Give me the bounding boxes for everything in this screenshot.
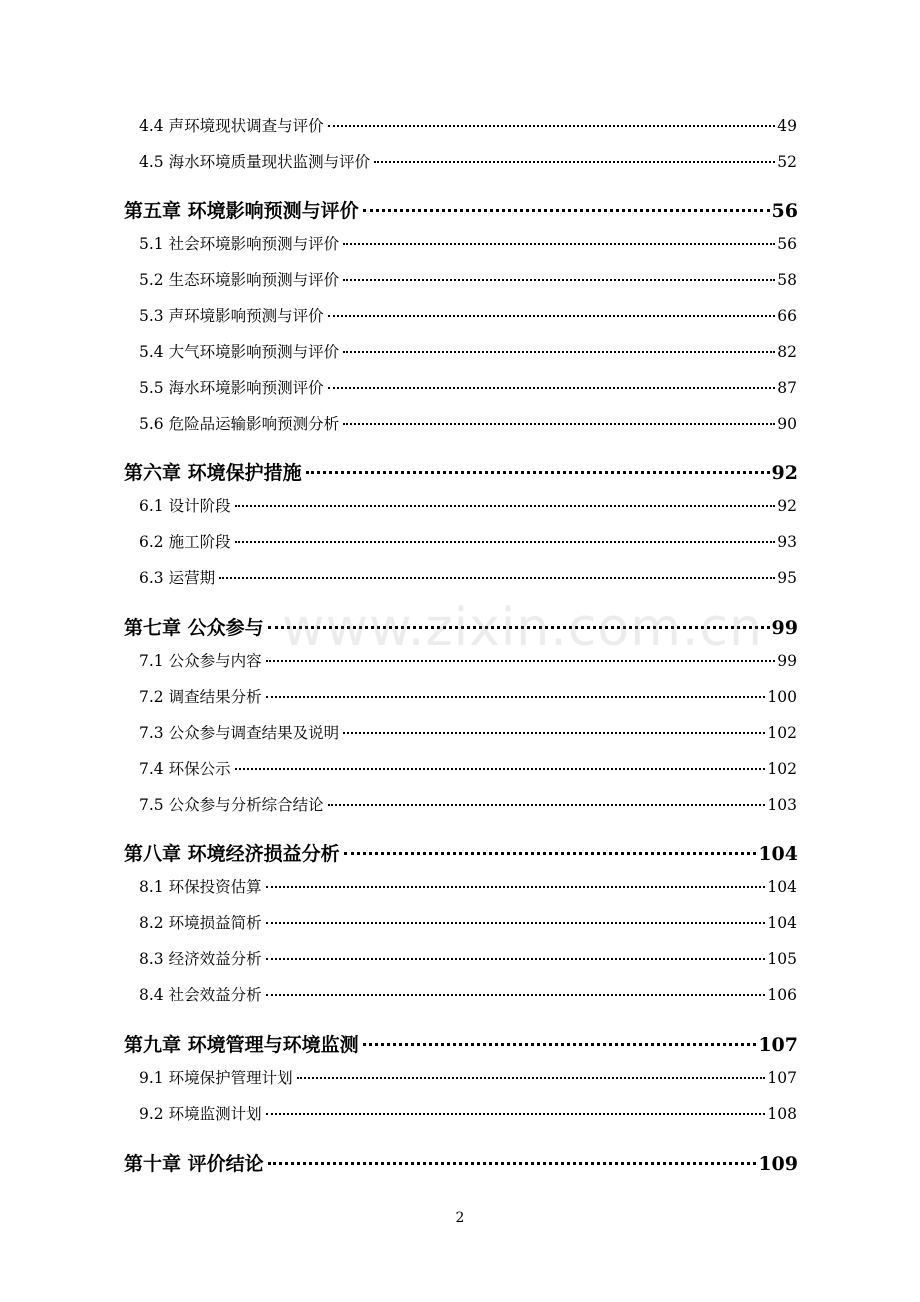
dot-leader <box>235 768 766 770</box>
dot-leader <box>363 1043 757 1046</box>
toc-entry-label: 5.3 声环境影响预测与评价 <box>139 307 324 325</box>
toc-entry-page: 49 <box>777 117 797 135</box>
toc-entry-page: 104 <box>767 878 797 896</box>
toc-entry-page: 92 <box>777 497 797 515</box>
toc-chapter-entry <box>0 839 920 866</box>
toc-entry-label: 7.4 环保公示 <box>139 760 231 778</box>
toc-entry-page: 106 <box>767 986 797 1004</box>
toc-entry-label: 9.2 环境监测计划 <box>139 1105 262 1123</box>
toc-chapter-entry <box>0 1030 920 1057</box>
toc-entry-page: 87 <box>777 379 797 397</box>
toc-entry-page: 90 <box>777 415 797 433</box>
dot-leader <box>328 315 776 317</box>
dot-leader <box>266 696 766 698</box>
dot-leader <box>328 125 776 127</box>
toc-entry-page: 58 <box>777 271 797 289</box>
dot-leader <box>374 161 775 163</box>
toc-section-entry <box>0 1066 920 1088</box>
dot-leader <box>343 243 775 245</box>
dot-leader <box>328 804 766 806</box>
toc-section-entry <box>0 114 920 136</box>
dot-leader <box>297 1077 766 1079</box>
dot-leader <box>328 387 776 389</box>
toc-chapter-entry <box>0 196 920 223</box>
page-number: 2 <box>455 1210 465 1226</box>
toc-entry-label: 8.2 环境损益简析 <box>139 914 262 932</box>
dot-leader <box>266 994 766 996</box>
toc-entry-label: 第七章 公众参与 <box>124 617 264 639</box>
watermark: www.zixin.com.cn <box>282 598 763 658</box>
toc-section-entry <box>0 649 920 671</box>
toc-entry-page: 104 <box>767 914 797 932</box>
toc-entry-page: 66 <box>777 307 797 325</box>
toc-entry-label: 6.3 运营期 <box>139 569 216 587</box>
toc-entry-label: 7.3 公众参与调查结果及说明 <box>139 724 340 742</box>
dot-leader <box>268 626 770 629</box>
toc-entry-page: 93 <box>777 533 797 551</box>
toc-entry-label: 9.1 环境保护管理计划 <box>139 1069 293 1087</box>
dot-leader <box>343 423 775 425</box>
toc-entry-label: 5.6 危险品运输影响预测分析 <box>139 415 340 433</box>
toc-entry-label: 7.5 公众参与分析综合结论 <box>139 796 324 814</box>
toc-entry-label: 8.3 经济效益分析 <box>139 950 262 968</box>
toc-entry-page: 82 <box>777 343 797 361</box>
toc-entry-page: 100 <box>767 688 797 706</box>
toc-section-entry <box>0 875 920 897</box>
dot-leader <box>363 209 770 212</box>
toc-entry-label: 第八章 环境经济损益分析 <box>124 843 340 865</box>
toc-entry-page: 108 <box>767 1105 797 1123</box>
toc-entry-label: 5.5 海水环境影响预测评价 <box>139 379 324 397</box>
toc-entry-page: 107 <box>767 1069 797 1087</box>
toc-entry-page: 95 <box>777 569 797 587</box>
toc-entry-label: 7.2 调查结果分析 <box>139 688 262 706</box>
dot-leader <box>266 922 766 924</box>
toc-entry-label: 4.4 声环境现状调查与评价 <box>139 117 324 135</box>
toc-entry-label: 第九章 环境管理与环境监测 <box>124 1034 359 1056</box>
toc-entry-label: 6.1 设计阶段 <box>139 497 231 515</box>
dot-leader <box>343 732 765 734</box>
toc-entry-page: 92 <box>771 462 798 484</box>
toc-section-entry <box>0 268 920 290</box>
toc-entry-page: 56 <box>771 200 798 222</box>
dot-leader <box>343 351 775 353</box>
dot-leader <box>219 577 775 579</box>
toc-entry-page: 105 <box>767 950 797 968</box>
toc-entry-label: 5.4 大气环境影响预测与评价 <box>139 343 340 361</box>
toc-chapter-entry <box>0 613 920 640</box>
toc-section-entry <box>0 150 920 172</box>
toc-entry-page: 104 <box>758 843 798 865</box>
toc-entry-page: 56 <box>777 235 797 253</box>
dot-leader <box>344 852 757 855</box>
toc-section-entry <box>0 757 920 779</box>
toc-section-entry <box>0 983 920 1005</box>
dot-leader <box>266 886 766 888</box>
toc-entry-page: 52 <box>777 153 797 171</box>
toc-entry-label: 8.4 社会效益分析 <box>139 986 262 1004</box>
toc-section-entry <box>0 304 920 326</box>
dot-leader <box>235 505 776 507</box>
toc-entry-label: 7.1 公众参与内容 <box>139 652 262 670</box>
toc-entry-label: 4.5 海水环境质量现状监测与评价 <box>139 153 371 171</box>
toc-chapter-entry <box>0 1149 920 1176</box>
toc-entry-label: 5.2 生态环境影响预测与评价 <box>139 271 340 289</box>
toc-section-entry <box>0 530 920 552</box>
dot-leader <box>343 279 775 281</box>
toc-entry-page: 99 <box>771 617 798 639</box>
toc-entry-page: 102 <box>767 760 797 778</box>
toc-section-entry <box>0 412 920 434</box>
dot-leader <box>266 958 766 960</box>
dot-leader <box>266 1113 766 1115</box>
toc-entry-page: 102 <box>767 724 797 742</box>
toc-section-entry <box>0 566 920 588</box>
toc-chapter-entry <box>0 458 920 485</box>
toc-section-entry <box>0 947 920 969</box>
toc-section-entry <box>0 721 920 743</box>
toc-section-entry <box>0 685 920 707</box>
toc-section-entry <box>0 494 920 516</box>
toc-section-entry <box>0 340 920 362</box>
dot-leader <box>268 1162 757 1165</box>
toc-section-entry <box>0 911 920 933</box>
toc-entry-page: 109 <box>758 1153 798 1175</box>
toc-entry-page: 99 <box>777 652 797 670</box>
toc-entry-label: 8.1 环保投资估算 <box>139 878 262 896</box>
toc-entry-label: 第五章 环境影响预测与评价 <box>124 200 359 222</box>
toc-entry-label: 5.1 社会环境影响预测与评价 <box>139 235 340 253</box>
toc-section-entry <box>0 1102 920 1124</box>
dot-leader <box>306 471 770 474</box>
toc-section-entry <box>0 793 920 815</box>
toc-entry-label: 6.2 施工阶段 <box>139 533 231 551</box>
dot-leader <box>266 660 776 662</box>
toc-entry-label: 第六章 环境保护措施 <box>124 462 302 484</box>
toc-entry-page: 103 <box>767 796 797 814</box>
toc-section-entry <box>0 232 920 254</box>
toc-entry-label: 第十章 评价结论 <box>124 1153 264 1175</box>
dot-leader <box>235 541 776 543</box>
toc-section-entry <box>0 376 920 398</box>
toc-entry-page: 107 <box>758 1034 798 1056</box>
